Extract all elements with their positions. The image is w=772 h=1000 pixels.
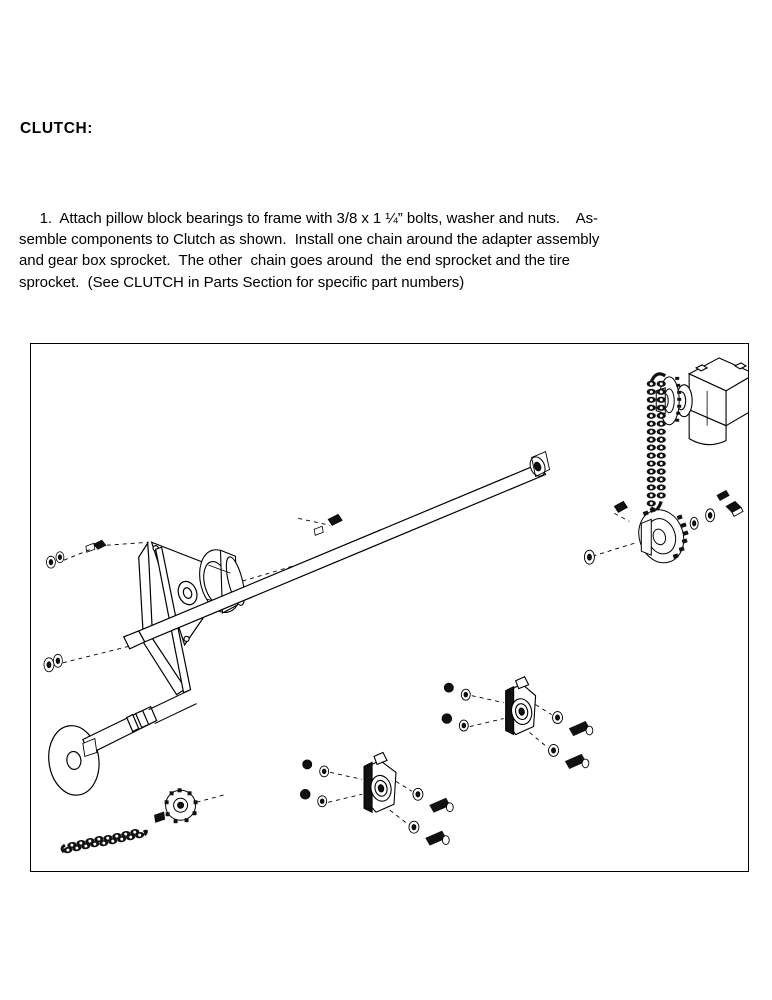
clutch-upper-fasteners <box>314 501 627 535</box>
assembly-diagram <box>31 344 748 871</box>
tire-sprocket-guideline <box>197 794 227 802</box>
paragraph-line: sprocket. (See CLUTCH in Parts Section for specific part numbers) <box>19 273 465 291</box>
tire-sprocket <box>155 788 198 823</box>
gear-box <box>676 358 748 445</box>
instruction-paragraph <box>19 208 755 293</box>
assembly-diagram-frame <box>30 343 749 872</box>
end-sprocket-hardware <box>690 490 743 529</box>
page-title: CLUTCH: <box>20 120 94 137</box>
drive-chain-lower <box>62 828 146 854</box>
pillow-block-bearing-lower <box>364 752 396 812</box>
pillow-block-bearing-upper <box>506 677 536 735</box>
paragraph-line: and gear box sprocket. The other chain goes around the end sprocket and the tire <box>19 252 570 270</box>
clutch-plate-fasteners <box>44 540 106 672</box>
sprocket-spacer <box>584 550 594 564</box>
end-sprocket <box>632 504 690 569</box>
paragraph-line: semble components to Clutch as shown. Install one chain around the adapter assembly <box>19 231 600 249</box>
wheel-hub-disc <box>44 690 196 799</box>
paragraph-line: 1. Attach pillow block bearings to frame with 3/8 x 1 ¼” bolts, washer and nuts. As- <box>19 210 598 227</box>
